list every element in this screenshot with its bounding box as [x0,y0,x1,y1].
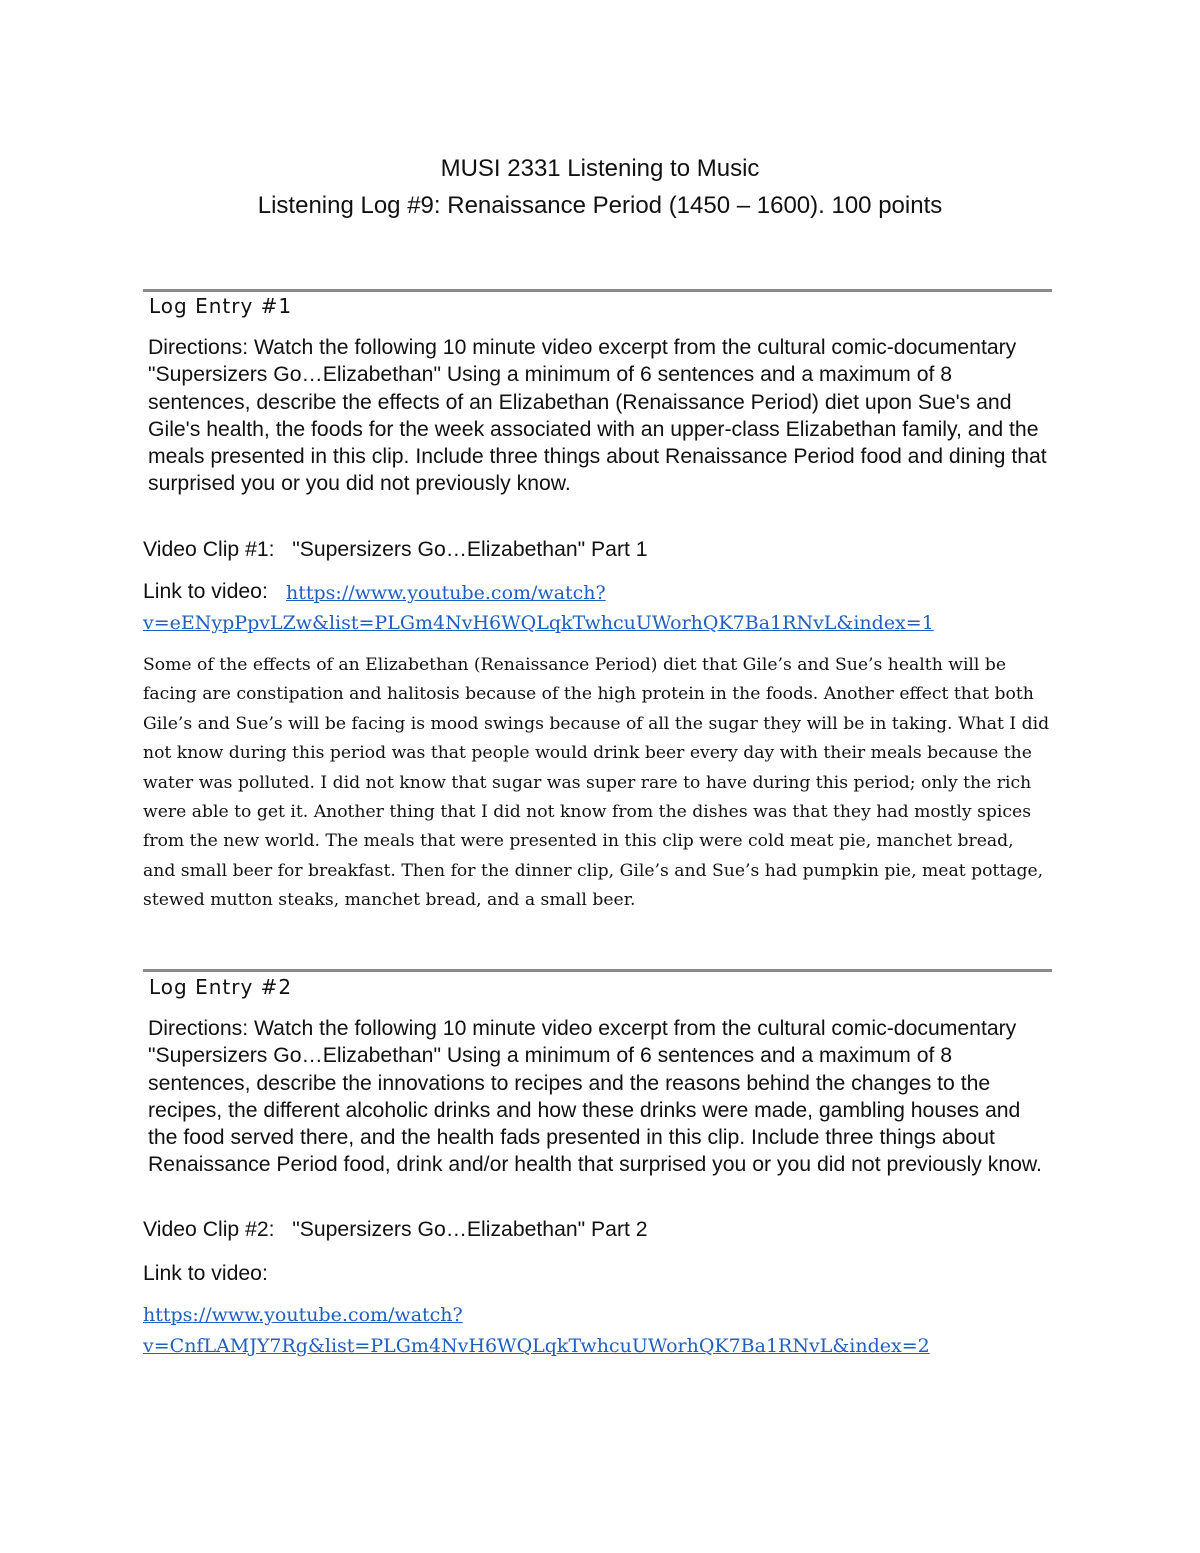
entry2-video-link-line1[interactable] [143,1300,1063,1332]
log-title: Listening Log #9: Renaissance Period (1450 – 1600). 100 points [257,192,943,219]
entry1-video-link-line2[interactable] [143,608,1063,640]
entry1-video-clip: Video Clip #1: "Supersizers Go…Elizabethan" Part 1 [143,538,648,561]
entry1-link-label: Link to video: [143,580,274,603]
entry2-video-link-line2[interactable] [143,1331,1063,1363]
course-title: MUSI 2331 Listening to Music [440,155,760,182]
entry2-link-text-2[interactable]: v=CnfLAMJY7Rg&list=PLGm4NvH6WQLqkTwhcuUWorhQK7Ba1RNvL&index=2 [143,1335,930,1357]
entry2-video-clip: Video Clip #2: "Supersizers Go…Elizabethan" Part 2 [143,1218,648,1241]
entry1-heading: Log Entry #1 [149,294,293,318]
entry2-directions: Directions: Watch the following 10 minute video excerpt from the cultural comic-documentary "Supersizers Go…Elizabethan" Using a minimum of 6 sentences and a maximum of 8 sentences, describe the innovations to recipes and the reasons behind the changes to the recipes, the different alcoholic drinks and how these drinks were made, gambling houses and the food served there, and the health fads presented in this clip. Include three things about Renaissance Period food, drink and/or health that surprised you or you did not previously know. [148,1017,1042,1177]
entry2-link-label: Link to video: [143,1262,268,1285]
entry1-link-text-2[interactable]: v=eENypPpvLZw&list=PLGm4NvH6WQLqkTwhcuUWorhQK7Ba1RNvL&index=1 [143,612,934,634]
entry1-answer: Some of the effects of an Elizabethan (Renaissance Period) diet that Gile’s and Sue’s health will be facing are constipation and halitosis because of the high protein in the foods. Another effect that both Gile’s and Sue’s will be facing is mood swings because of all the sugar they will be in taking. What I did not know during this period was that people would drink beer every day with their meals because the water was polluted. I did not know that sugar was super rare to have during this period; only the rich were able to get it. Another thing that I did not know from the dishes was that they had mostly spices from the new world. The meals that were presented in this clip were cold meat pie, manchet bread, and small beer for breakfast. Then for the dinner clip, Gile’s and Sue’s had pumpkin pie, meat pottage, stewed mutton steaks, manchet bread, and a small beer. [143,655,1050,911]
entry1-directions: Directions: Watch the following 10 minute video excerpt from the cultural comic-documentary "Supersizers Go…Elizabethan" Using a minimum of 6 sentences and a maximum of 8 sentences, describe the effects of an Elizabethan (Renaissance Period) diet upon Sue's and Gile's health, the foods for the week associated with an upper-class Elizabethan family, and the meals presented in this clip. Include three things about Renaissance Period food and dining that surprised you or you did not previously know. [148,336,1047,496]
entry2-divider [143,969,1052,972]
entry1-link-text-1[interactable]: https://www.youtube.com/watch? [286,582,606,604]
entry1-video-link-line1[interactable] [286,578,986,610]
entry2-link-text-1[interactable]: https://www.youtube.com/watch? [143,1304,463,1326]
entry2-heading: Log Entry #2 [149,975,293,999]
entry1-divider [143,289,1052,292]
